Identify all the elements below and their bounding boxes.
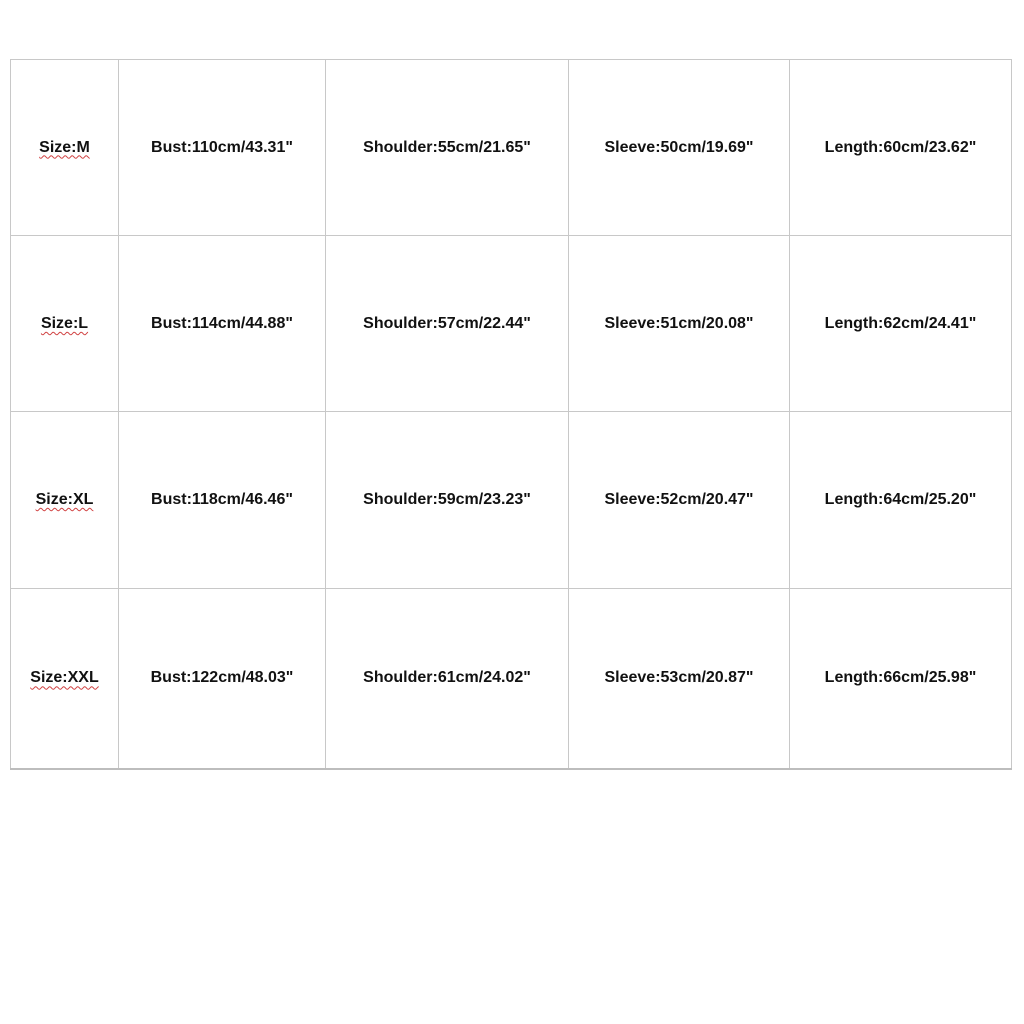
shoulder-cell: Shoulder:57cm/22.44" bbox=[326, 236, 569, 412]
size-cell bbox=[11, 412, 119, 588]
length-cell: Length:62cm/24.41" bbox=[790, 236, 1012, 412]
size-label: Size:XXL bbox=[30, 669, 99, 687]
length-cell: Length:60cm/23.62" bbox=[790, 60, 1012, 236]
bust-cell: Bust:114cm/44.88" bbox=[119, 236, 326, 412]
bust-cell: Bust:118cm/46.46" bbox=[119, 412, 326, 588]
table-row bbox=[11, 588, 1012, 769]
size-cell bbox=[11, 60, 119, 236]
length-cell: Length:64cm/25.20" bbox=[790, 412, 1012, 588]
size-label: Size:L bbox=[40, 314, 89, 332]
size-cell bbox=[11, 236, 119, 412]
length-cell: Length:66cm/25.98" bbox=[790, 588, 1012, 769]
sleeve-cell: Sleeve:53cm/20.87" bbox=[569, 588, 790, 769]
shoulder-cell: Shoulder:55cm/21.65" bbox=[326, 60, 569, 236]
table-row bbox=[11, 60, 1012, 236]
size-label: Size:XL bbox=[35, 491, 94, 508]
table-row bbox=[11, 236, 1012, 412]
shoulder-cell: Shoulder:59cm/23.23" bbox=[326, 412, 569, 588]
sleeve-cell: Sleeve:52cm/20.47" bbox=[569, 412, 790, 588]
bust-cell: Bust:122cm/48.03" bbox=[119, 588, 326, 769]
bust-cell: Bust:110cm/43.31" bbox=[119, 60, 326, 236]
sleeve-cell: Sleeve:50cm/19.69" bbox=[569, 60, 790, 236]
table-row bbox=[11, 412, 1012, 588]
shoulder-cell: Shoulder:61cm/24.02" bbox=[326, 588, 569, 769]
size-label: Size:M bbox=[39, 138, 90, 156]
size-cell bbox=[11, 588, 119, 769]
size-chart-table bbox=[10, 59, 1012, 770]
sleeve-cell: Sleeve:51cm/20.08" bbox=[569, 236, 790, 412]
